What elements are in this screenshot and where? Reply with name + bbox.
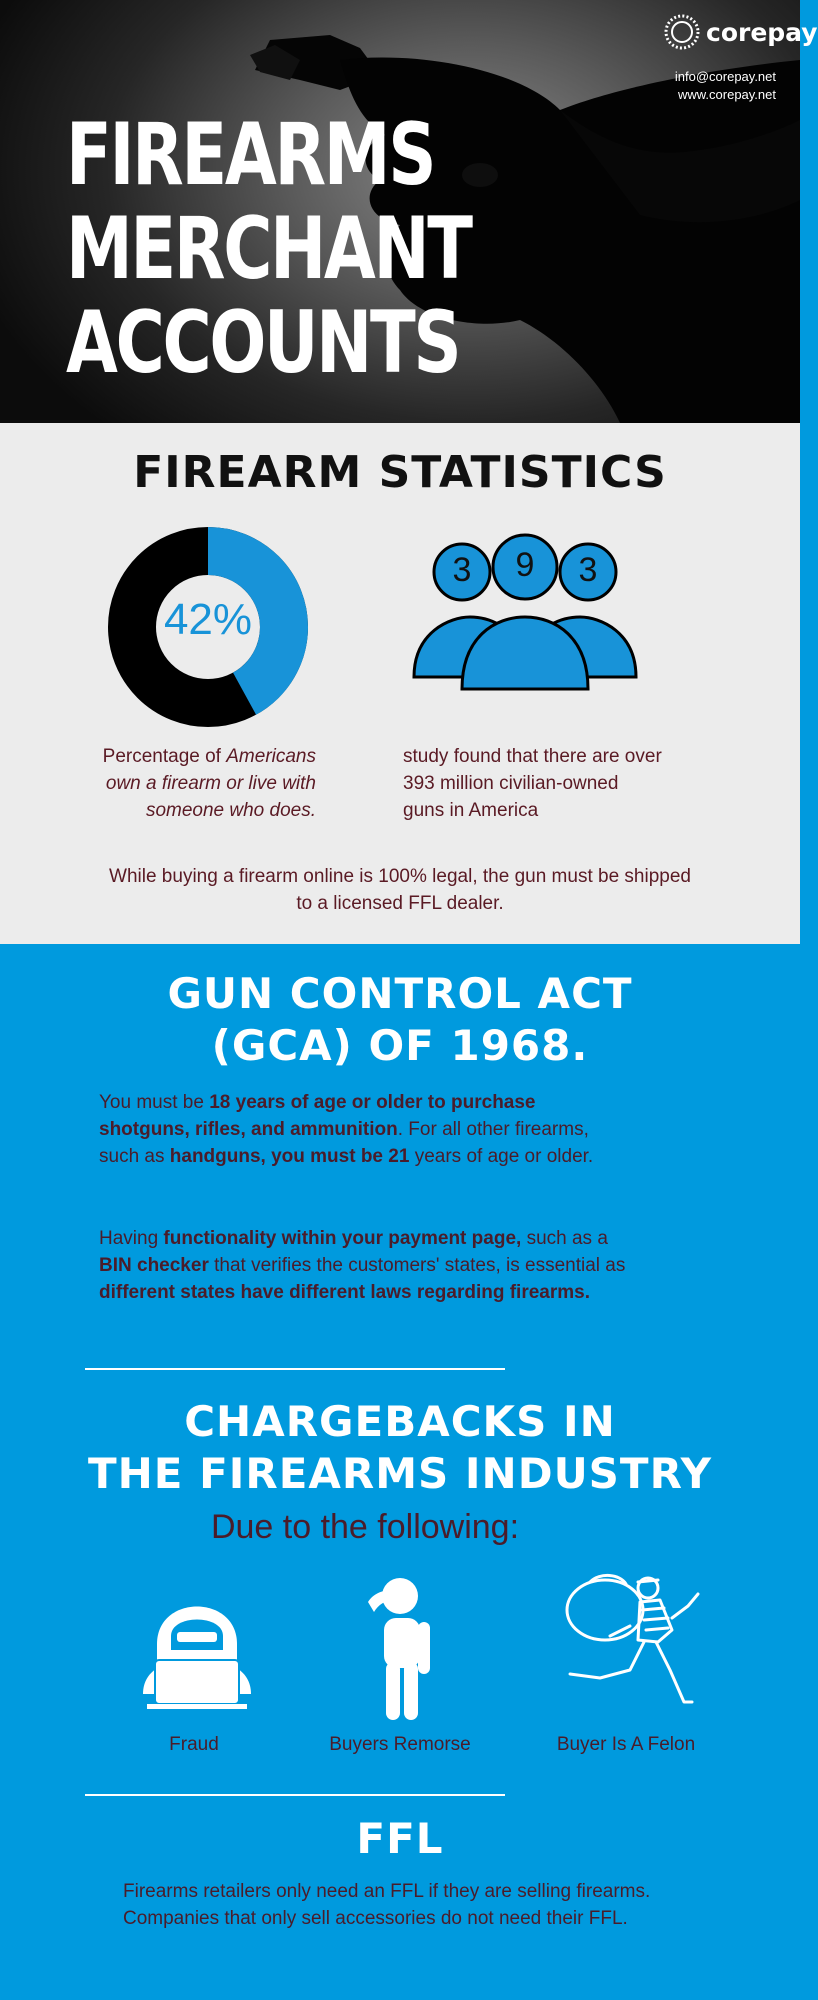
corepay-logo[interactable] [662,12,818,52]
ffl-text: Firearms retailers only need an FFL if they are selling firearms. Companies that only sell accessories do not need their FFL. [123,1881,651,1929]
gca-paragraph-bin [99,1225,629,1306]
contact-info [675,68,776,104]
guns-description: study found that there are over 393 million civilian-owned guns in America [403,746,662,821]
gca-title-line: GUN CONTROL ACT [167,969,633,1018]
hero-title-line: ACCOUNTS [66,293,460,393]
gca-title-line: (GCA) OF 1968. [211,1021,589,1070]
emphasis-text: handguns, you must be 21 [169,1146,410,1167]
body-text: years of age or older. [409,1146,594,1167]
firearm-statistics-section [0,423,800,944]
reason-label: Buyer Is A Felon [556,1734,696,1755]
emphasis-text: different states have different laws regarding firearms. [99,1282,590,1303]
guns-digit: 9 [515,546,535,584]
body-text: You must be [99,1092,210,1113]
emphasis-text: 18 years of age or older to purchase shotguns, rifles, and ammunition [99,1092,536,1140]
contact-website[interactable]: www.corepay.net [677,87,776,102]
ffl-title: FFL [356,1814,444,1863]
gca-title [0,968,800,1072]
section-heading: FIREARM STATISTICS [133,447,667,498]
gca-paragraph-age [99,1089,629,1170]
legal-note: While buying a firearm online is 100% legal, the gun must be shipped to a licensed FFL dealer. [109,866,691,914]
chargebacks-title-line: CHARGEBACKS IN [184,1397,616,1446]
ownership-desc-prefix: Percentage of [102,746,227,767]
facepalm-person-icon [360,1572,450,1722]
ownership-description [70,743,316,824]
reason-label: Fraud [169,1734,219,1755]
hero-title-line: FIREARMS [66,105,435,205]
chargebacks-title [0,1396,800,1500]
body-text: . For all other firearms, such as [99,1119,589,1167]
guns-digit: 3 [452,551,472,589]
divider [85,1794,505,1796]
ownership-percent: 42% [163,595,253,644]
contact-email[interactable]: info@corepay.net [674,69,776,84]
hacker-icon [137,1574,257,1714]
body-text: such as a [521,1228,608,1249]
hero-banner [0,0,818,423]
emphasis-text: BIN checker [99,1255,209,1276]
chargebacks-subtitle: Due to the following: [210,1508,520,1546]
divider [85,1368,505,1370]
guns-digit: 3 [578,551,598,589]
hero-title [66,105,471,393]
thief-running-icon [560,1570,710,1720]
corepay-ring-icon [662,12,702,52]
hero-title-line: MERCHANT [66,199,471,299]
body-text: Having [99,1228,164,1249]
chargebacks-title-line: THE FIREARMS INDUSTRY [87,1449,713,1498]
reason-label: Buyers Remorse [329,1734,471,1755]
body-text: that verifies the customers' states, is essential as [208,1255,626,1276]
blue-content-section [0,944,800,2000]
emphasis-text: functionality within your payment page, [163,1228,522,1249]
ownership-desc-italic: Americans own a firearm or live with someone who does. [105,746,316,821]
logo-text: corepay [706,17,818,47]
